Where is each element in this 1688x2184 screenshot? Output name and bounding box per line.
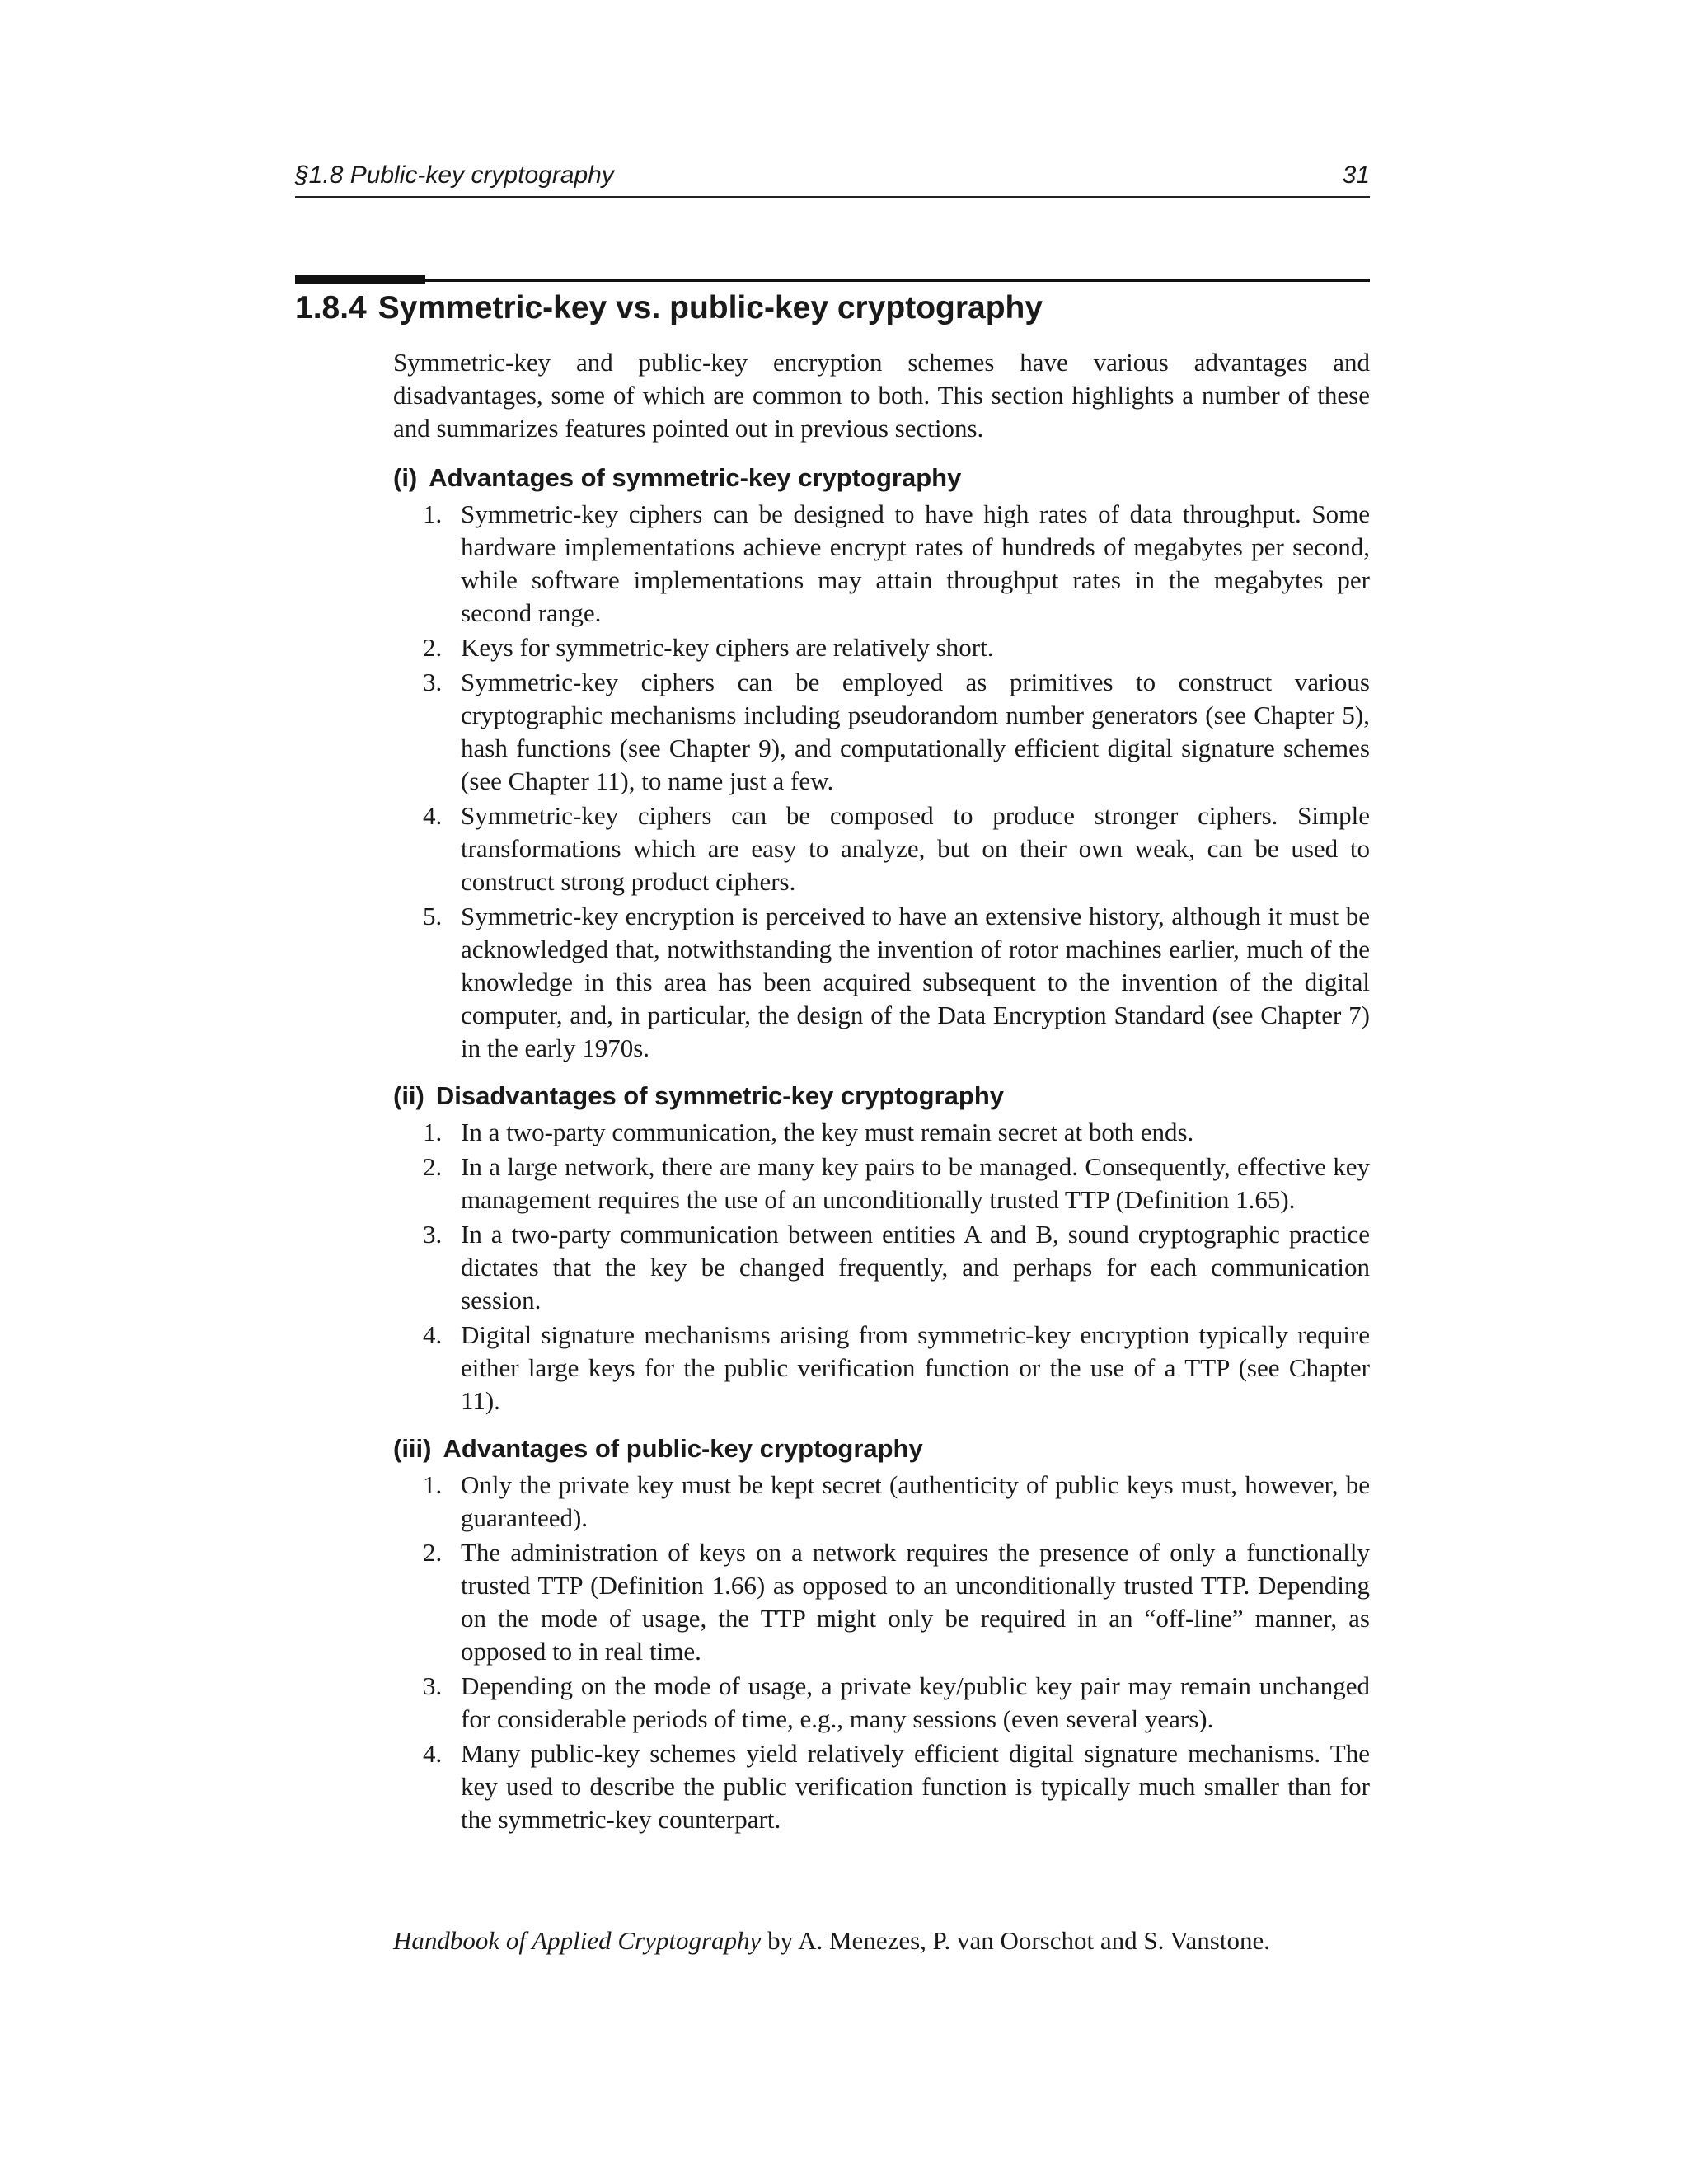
- item-number: 1.: [423, 1118, 443, 1146]
- list-item: [393, 1737, 1370, 1836]
- subsection-heading: [393, 462, 1370, 494]
- subsection-label: (iii): [393, 1434, 432, 1463]
- subsection-heading: [393, 1432, 1370, 1465]
- subsection-label: (ii): [393, 1081, 424, 1110]
- list-item: [393, 1319, 1370, 1418]
- item-number: 3.: [423, 1220, 443, 1249]
- subsection-pk-advantages: [393, 1432, 1370, 1836]
- book-title: Handbook of Applied Cryptography: [393, 1926, 762, 1955]
- section-rule: [295, 279, 1370, 282]
- item-text: In a two-party communication, the key must remain secret at both ends.: [461, 1118, 1194, 1146]
- subsection-label: (i): [393, 463, 418, 492]
- item-number: 4.: [423, 1739, 443, 1768]
- item-text: Keys for symmetric-key ciphers are relatively short.: [461, 633, 994, 662]
- list-item: [393, 1536, 1370, 1668]
- subsection-heading: [393, 1080, 1370, 1113]
- item-number: 4.: [423, 801, 443, 830]
- subsection-title: Advantages of symmetric-key cryptography: [429, 463, 962, 492]
- item-text: In a two-party communication between entities A and B, sound cryptographic practice dictates that the key be changed frequently, and perhaps for each communication session.: [461, 1220, 1370, 1315]
- page-footer: [393, 1926, 1270, 1956]
- list-item: [393, 1670, 1370, 1736]
- item-number: 2.: [423, 633, 443, 662]
- subsection-title: Disadvantages of symmetric-key cryptography: [435, 1081, 1005, 1110]
- item-list: [393, 1116, 1370, 1418]
- list-item: [393, 1116, 1370, 1149]
- list-item: [393, 1218, 1370, 1317]
- section-heading: [295, 290, 1043, 326]
- item-text: In a large network, there are many key pairs to be managed. Consequently, effective key management requires the use of an unconditionally trusted TTP (Definition 1.65).: [461, 1152, 1370, 1214]
- list-item: [393, 799, 1370, 898]
- list-item: [393, 1469, 1370, 1535]
- list-item: [393, 666, 1370, 798]
- item-number: 5.: [423, 902, 443, 930]
- item-text: Symmetric-key encryption is perceived to have an extensive history, although it must be acknowledged that, notwithstanding the invention of rotor machines earlier, much of the knowledge in this area has been acquired subsequent to the invention of the digital computer, and, in particular, the design of the Data Encryption Standard (see Chapter 7) in the early 1970s.: [461, 902, 1370, 1062]
- book-authors: by A. Menezes, P. van Oorschot and S. Vanstone.: [761, 1926, 1270, 1955]
- section-title: Symmetric-key vs. public-key cryptography: [377, 290, 1043, 326]
- item-number: 3.: [423, 668, 443, 696]
- item-list: [393, 1469, 1370, 1836]
- item-text: Symmetric-key ciphers can be composed to produce stronger ciphers. Simple transformations which are easy to analyze, but on their own weak, can be used to construct strong product ciphers.: [461, 801, 1370, 896]
- item-text: Symmetric-key ciphers can be designed to have high rates of data throughput. Some hardware implementations achieve encrypt rates of hundreds of megabytes per second, while software implementations may attain throughput rates in the megabytes per second range.: [461, 499, 1370, 627]
- subsection-sym-disadvantages: [393, 1080, 1370, 1418]
- section-rule-accent: [295, 275, 425, 284]
- item-text: Depending on the mode of usage, a private key/public key pair may remain unchanged for considerable periods of time, e.g., many sessions (even several years).: [461, 1671, 1370, 1733]
- subsection-title: Advantages of public-key cryptography: [443, 1434, 923, 1463]
- item-text: Many public-key schemes yield relatively efficient digital signature mechanisms. The key used to describe the public verification function is typically much smaller than for the symmetric-key counterpart.: [461, 1739, 1370, 1834]
- item-text: The administration of keys on a network requires the presence of only a functionally trusted TTP (Definition 1.66) as opposed to an unconditionally trusted TTP. Depending on the mode of usage, the TTP might only be required in an “off-line” manner, as opposed to in real time.: [461, 1538, 1370, 1666]
- list-item: [393, 631, 1370, 664]
- list-item: [393, 498, 1370, 630]
- page-number: 31: [1342, 162, 1370, 189]
- intro-paragraph: Symmetric-key and public-key encryption schemes have various advantages and disadvantages, some of which are common to both. This section highlights a number of these and summarizes features pointed out in previous sections.: [393, 348, 1370, 443]
- item-text: Symmetric-key ciphers can be employed as primitives to construct various cryptographic mechanisms including pseudorandom number generators (see Chapter 5), hash functions (see Chapter 9), and computationally efficient digital signature schemes (see Chapter 11), to name just a few.: [461, 668, 1370, 795]
- item-number: 3.: [423, 1671, 443, 1700]
- list-item: [393, 1151, 1370, 1216]
- item-list: [393, 498, 1370, 1065]
- list-item: [393, 900, 1370, 1065]
- item-number: 1.: [423, 499, 443, 528]
- item-number: 1.: [423, 1470, 443, 1499]
- subsection-sym-advantages: [393, 462, 1370, 1065]
- item-number: 2.: [423, 1152, 443, 1181]
- item-number: 2.: [423, 1538, 443, 1567]
- running-head: §1.8 Public-key cryptography: [295, 162, 614, 189]
- item-text: Only the private key must be kept secret (authenticity of public keys must, however, be guaranteed).: [461, 1470, 1370, 1532]
- item-number: 4.: [423, 1320, 443, 1349]
- section-number: 1.8.4: [295, 290, 367, 326]
- item-text: Digital signature mechanisms arising from symmetric-key encryption typically require either large keys for the public verification function or the use of a TTP (see Chapter 11).: [461, 1320, 1370, 1415]
- section-body: [393, 346, 1370, 1851]
- page-header: [295, 162, 1370, 198]
